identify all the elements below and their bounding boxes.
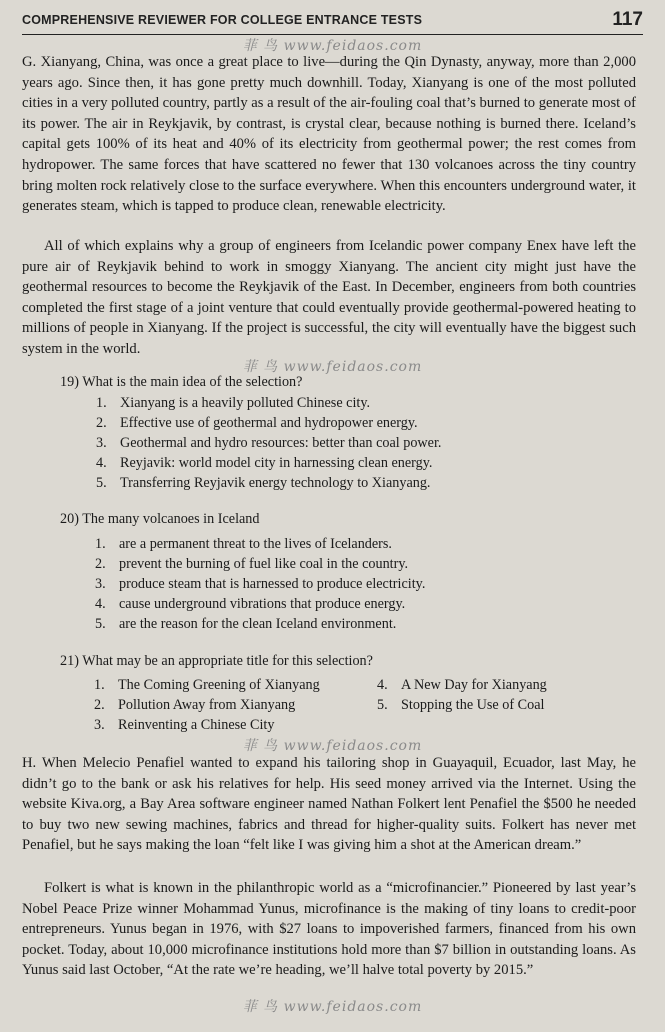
passage-h-paragraph-1: H. When Melecio Penafiel wanted to expand his tailoring shop in Guayaquil, Ecuador, last May, he didn’t go to the bank or ask his relatives for help. His seed money arrived via the Internet. Using the website Kiva.org, a Bay Area software engineer named Nathan Folkert lent Penafiel the $500 he needed to buy two new sewing machines, fabrics and thread for higher-quality suits. Folkert has never met Penafiel, but he says making the loan “felt like I was giving him a shot at the American dream.”	[22, 755, 636, 854]
question-number: 20)	[60, 511, 79, 527]
option-text: Pollution Away from Xianyang	[118, 697, 296, 713]
option-text: The Coming Greening of Xianyang	[118, 677, 320, 693]
q21-option-1[interactable]	[94, 677, 320, 694]
question-20	[60, 511, 260, 528]
option-number: 1.	[94, 677, 105, 693]
option-text: cause underground vibrations that produce energy.	[119, 596, 406, 612]
option-text: produce steam that is harnessed to produce electricity.	[119, 576, 426, 592]
option-text: Effective use of geothermal and hydropower energy.	[120, 415, 418, 431]
option-text: A New Day for Xianyang	[401, 677, 547, 693]
question-number: 19)	[60, 374, 79, 390]
option-text: Transferring Reyjavik energy technology to Xianyang.	[120, 475, 431, 491]
question-number: 21)	[60, 653, 79, 669]
watermark-middle-1: 菲 鸟 www.feidaos.com	[242, 359, 423, 375]
option-text: Reyjavik: world model city in harnessing clean energy.	[120, 455, 433, 471]
running-header	[22, 8, 643, 35]
option-text: are the reason for the clean Iceland environment.	[119, 616, 397, 632]
q20-option-4[interactable]	[95, 596, 405, 613]
option-number: 5.	[96, 475, 107, 491]
question-19	[60, 374, 302, 391]
option-number: 4.	[95, 596, 106, 612]
q21-option-5[interactable]	[377, 697, 544, 714]
q20-option-1[interactable]	[95, 536, 392, 553]
q21-option-2[interactable]	[94, 697, 295, 714]
question-text: What is the main idea of the selection?	[82, 374, 303, 390]
passage-g-paragraph-2	[22, 236, 636, 360]
q21-option-3[interactable]	[94, 717, 274, 734]
option-text: Geothermal and hydro resources: better than coal power.	[120, 435, 442, 451]
option-number: 2.	[96, 415, 107, 431]
q19-option-2[interactable]	[96, 415, 418, 432]
question-text: The many volcanoes in Iceland	[82, 511, 260, 527]
option-number: 4.	[377, 677, 388, 693]
q20-option-3[interactable]	[95, 576, 425, 593]
question-21	[60, 653, 373, 670]
option-number: 3.	[94, 717, 105, 733]
q20-option-5[interactable]	[95, 616, 396, 633]
q19-option-1[interactable]	[96, 395, 370, 412]
question-text: What may be an appropriate title for this selection?	[82, 653, 373, 669]
option-text: Stopping the Use of Coal	[401, 697, 545, 713]
passage-h-paragraph-2	[22, 878, 636, 981]
q20-option-2[interactable]	[95, 556, 408, 573]
option-text: Xianyang is a heavily polluted Chinese city.	[120, 395, 371, 411]
option-text: Reinventing a Chinese City	[118, 717, 275, 733]
option-text: are a permanent threat to the lives of Icelanders.	[119, 536, 392, 552]
passage-g-paragraph-2-text: All of which explains why a group of engineers from Icelandic power company Enex have left the pure air of Reykjavik behind to work in smoggy Xianyang. The ancient city might just have the geothermal resources to become the Reykjavik of the East. In December, engineers from both countries completed the first stage of a joint venture that could eventually provide geothermal-powered heating to millions of people in Xianyang. If the project is successful, the city will eventually have the biggest such system in the world.	[22, 238, 636, 357]
option-number: 1.	[96, 395, 107, 411]
watermark-top: 菲 鸟 www.feidaos.com	[242, 38, 423, 54]
option-number: 1.	[95, 536, 106, 552]
q19-option-4[interactable]	[96, 455, 432, 472]
option-text: prevent the burning of fuel like coal in the country.	[119, 556, 409, 572]
passage-h-paragraph-2-text: Folkert is what is known in the philanthropic world as a “microfinancier.” Pioneered by last year’s Nobel Peace Prize winner Mohammad Yunus, microfinance is the making of tiny loans to credit-poor entrepreneurs. Yunus began in 1976, with $27 loans to impoverished farmers, financed from his own pocket. Today, about 10,000 microfinance institutions hold more than $7 billion in outstanding loans. As Yunus said last October, “At the rate we’re heading, we’ll halve total poverty by 2015.”	[22, 880, 636, 979]
option-number: 5.	[377, 697, 388, 713]
option-number: 2.	[95, 556, 106, 572]
q21-option-4[interactable]	[377, 677, 547, 694]
header-title: COMPREHENSIVE REVIEWER FOR COLLEGE ENTRANCE TESTS	[22, 13, 423, 27]
option-number: 4.	[96, 455, 107, 471]
page-number: 117	[612, 9, 643, 30]
option-number: 2.	[94, 697, 105, 713]
q19-option-3[interactable]	[96, 435, 441, 452]
passage-g-paragraph-1: G. Xianyang, China, was once a great place to live—during the Qin Dynasty, anyway, more than 2,000 years ago. Since then, it has gone pretty much downhill. Today, Xianyang is one of the most polluted cities in a very polluted country, partly as a result of the air-fouling coal that’s burned to generate most of its power. The air in Reykjavik, by contrast, is crystal clear, because nothing is burned there. Iceland’s capital gets 100% of its heat and 40% of its electricity from geothermal power; the rest comes from hydropower. The same forces that have scattered no fewer that 130 volcanoes across the tiny country bring molten rock relatively close to the surface everywhere. When this encounters underground water, it generates steam, which is tapped to produce clean, renewable electricity.	[22, 54, 636, 215]
option-number: 5.	[95, 616, 106, 632]
option-number: 3.	[96, 435, 107, 451]
option-number: 3.	[95, 576, 106, 592]
watermark-bottom: 菲 鸟 www.feidaos.com	[242, 999, 423, 1015]
watermark-middle-2: 菲 鸟 www.feidaos.com	[242, 738, 423, 754]
q19-option-5[interactable]	[96, 475, 430, 492]
